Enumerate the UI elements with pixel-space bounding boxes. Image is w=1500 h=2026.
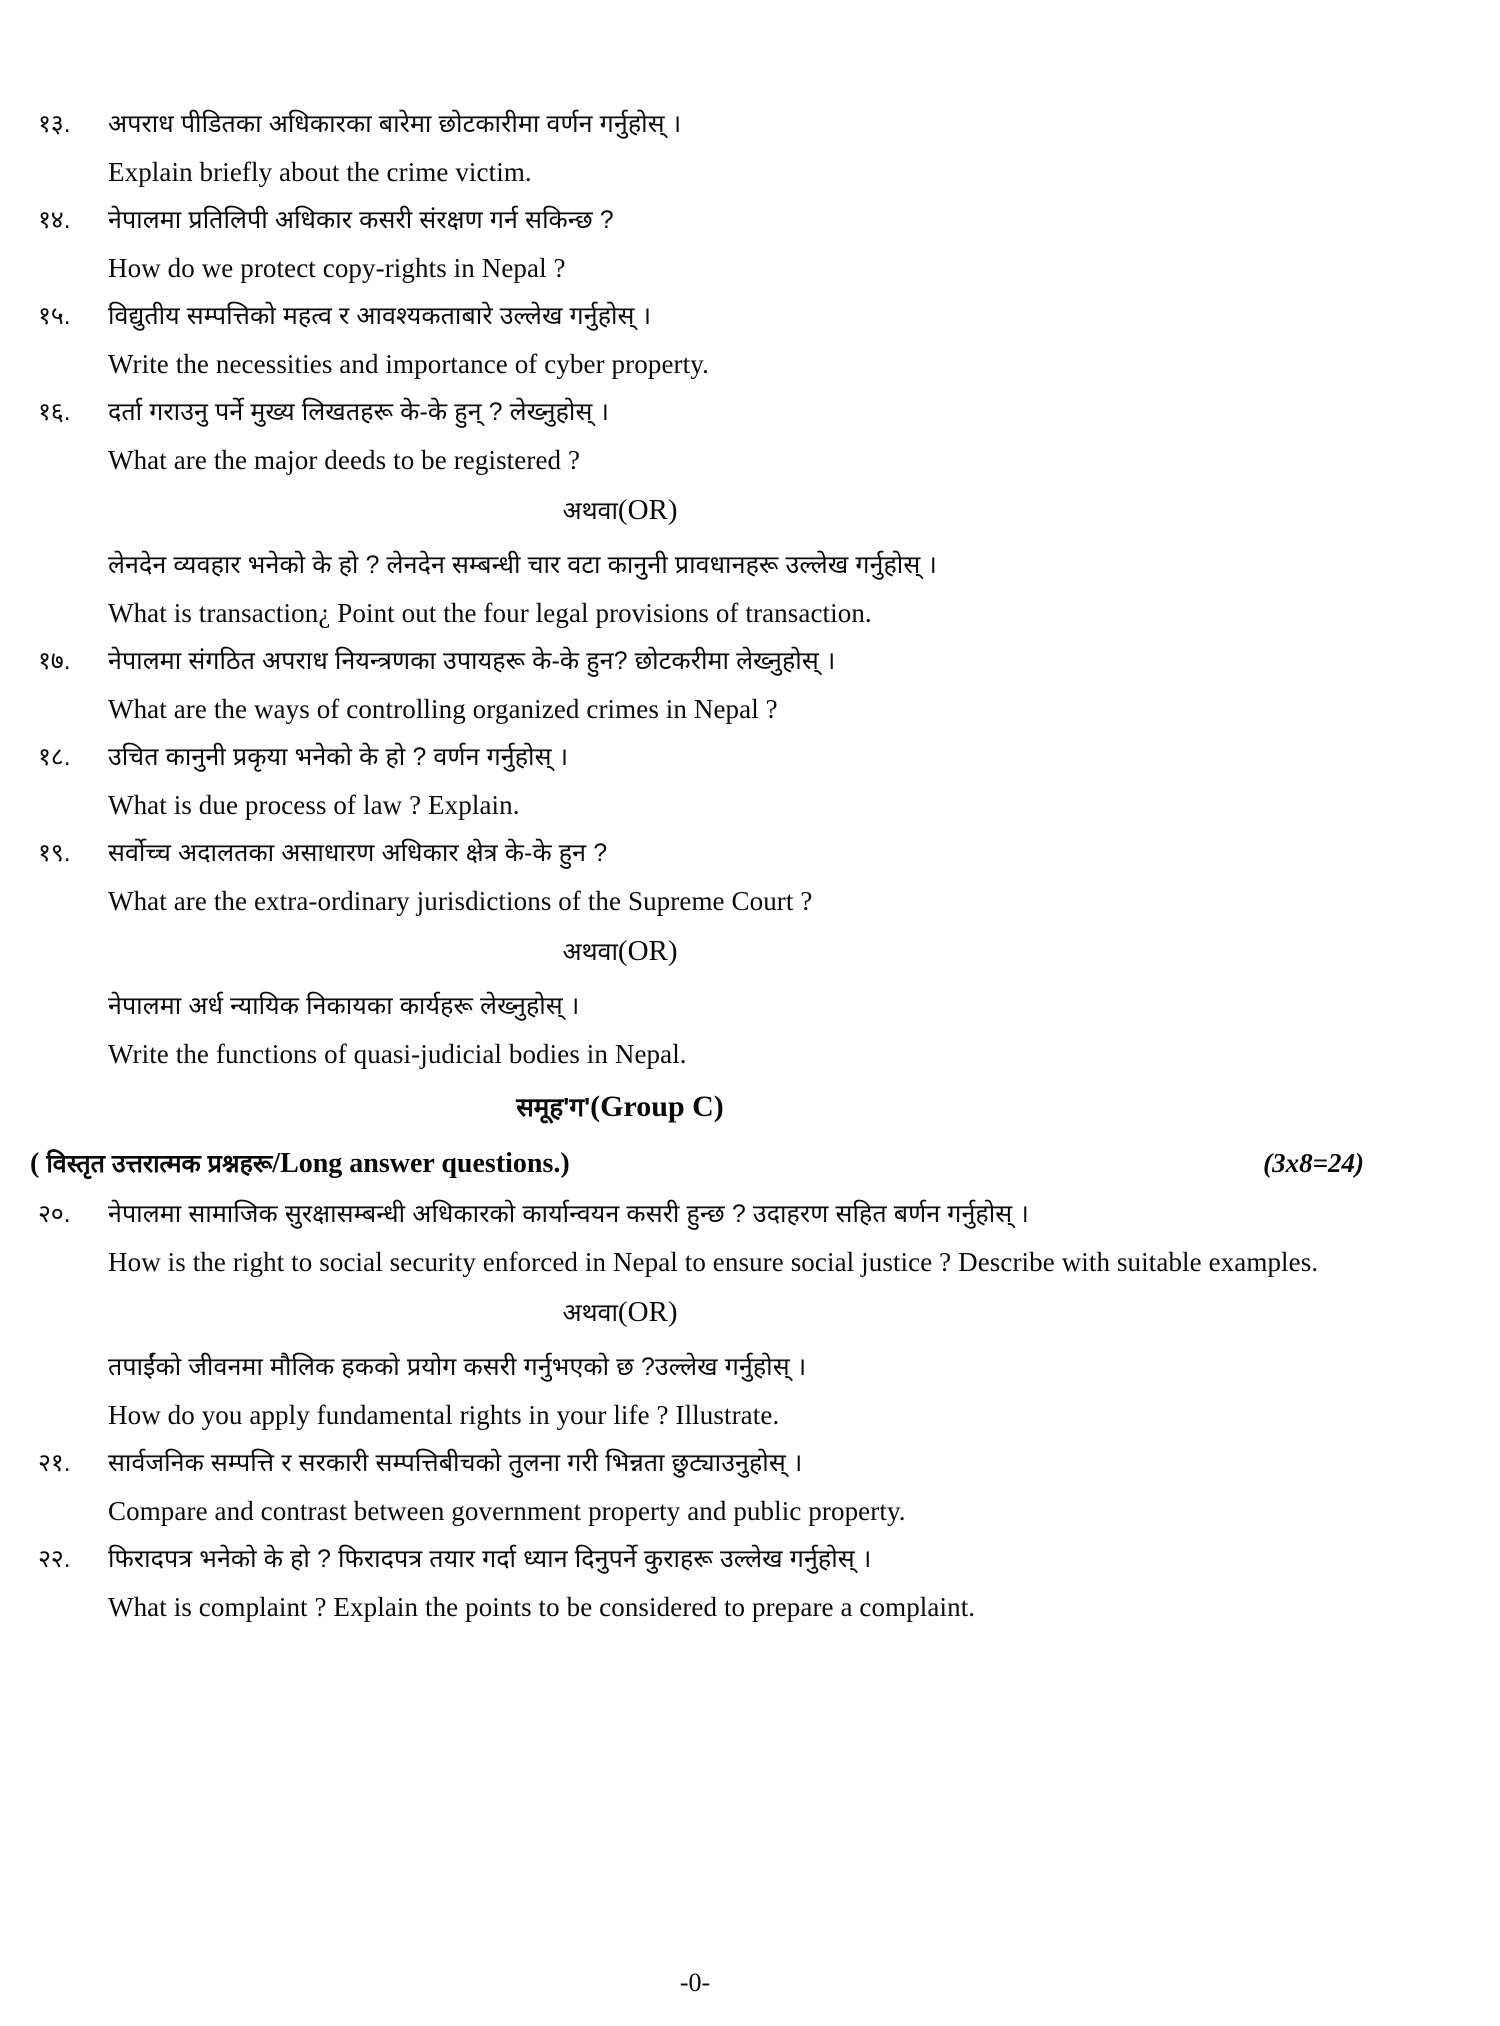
question-text-english: How do we protect copy-rights in Nepal ? [108, 253, 566, 283]
question-number: २२. [38, 1545, 71, 1573]
alternative-text-nepali: नेपालमा अर्ध न्यायिक निकायका कार्यहरू लेख्नुहोस् । [108, 992, 580, 1020]
question-text-nepali: अपराध पीडितका अधिकारका बारेमा छोटकारीमा वर्णन गर्नुहोस् । [108, 110, 682, 138]
question-text-english: What are the ways of controlling organized crimes in Nepal ? [108, 694, 778, 724]
or-label-english: (OR) [617, 935, 678, 967]
or-label-nepali: अथवा [562, 938, 618, 966]
alternative-question-after-20 [30, 1343, 1380, 1439]
question-text-english: What are the major deeds to be registered ? [108, 445, 581, 475]
group-c-subheading [30, 1138, 570, 1190]
question-number: १९. [38, 839, 71, 867]
question-text-english: How is the right to social security enforced in Nepal to ensure social justice ? Describe with suitable examples. [108, 1247, 1319, 1277]
group-c-marks: (3x8=24) [1263, 1148, 1364, 1178]
question-body [108, 1535, 1380, 1631]
question-item [30, 829, 1380, 925]
question-item [30, 292, 1380, 388]
alternative-text-english: How do you apply fundamental rights in your life ? Illustrate. [108, 1400, 780, 1430]
or-label-nepali: अथवा [562, 497, 618, 525]
question-body [108, 829, 1380, 925]
question-number: १४. [38, 206, 71, 234]
question-text-nepali: दर्ता गराउनु पर्ने मुख्य लिखतहरू के-के हुन् ? लेख्नुहोस् । [108, 398, 610, 426]
or-separator [30, 1286, 1380, 1343]
subheading-english: Long answer questions [280, 1148, 554, 1179]
question-item [30, 388, 1380, 484]
question-item [30, 1190, 1380, 1286]
question-text-english: Write the necessities and importance of cyber property. [108, 349, 709, 379]
question-text-english: What are the extra-ordinary jurisdictions of the Supreme Court ? [108, 886, 813, 916]
alternative-text-english: What is transaction¿ Point out the four legal provisions of transaction. [108, 598, 872, 628]
or-label-english: (OR) [617, 494, 678, 526]
group-c-heading [30, 1082, 1380, 1137]
group-c-heading-english: (Group C) [590, 1090, 724, 1123]
question-text-english: What is due process of law ? Explain. [108, 790, 520, 820]
page-footer: -0- [679, 1968, 711, 1997]
question-item [30, 196, 1380, 292]
group-c-heading-nepali: समूह'ग' [516, 1092, 591, 1122]
or-separator [30, 925, 1380, 982]
question-body [108, 196, 1380, 292]
question-body [108, 733, 1380, 829]
question-text-english: Explain briefly about the crime victim. [108, 157, 532, 187]
question-item [30, 733, 1380, 829]
question-text-nepali: सार्वजनिक सम्पत्ति र सरकारी सम्पत्तिबीचको तुलना गरी भिन्नता छुट्याउनुहोस् । [108, 1449, 803, 1477]
or-label-nepali: अथवा [562, 1299, 618, 1327]
question-body [108, 388, 1380, 484]
or-label-english: (OR) [617, 1296, 678, 1328]
question-text-nepali: नेपालमा संगठित अपराध नियन्त्रणका उपायहरू के-के हुन? छोटकरीमा लेख्नुहोस् । [108, 647, 836, 675]
question-number: २१. [38, 1449, 71, 1477]
question-list [30, 100, 1380, 1631]
subheading-open-paren: ( [30, 1148, 47, 1179]
question-text-english: Compare and contrast between government property and public property. [108, 1496, 906, 1526]
question-body [108, 1439, 1380, 1535]
question-text-nepali: फिरादपत्र भनेको के हो ? फिरादपत्र तयार गर्दा ध्यान दिनुपर्ने कुराहरू उल्लेख गर्नुहोस् । [108, 1545, 872, 1573]
question-body [108, 1190, 1380, 1286]
question-body [108, 292, 1380, 388]
question-text-nepali: नेपालमा सामाजिक सुरक्षासम्बन्धी अधिकारको कार्यान्वयन कसरी हुन्छ ? उदाहरण सहित बर्णन गर्नुहोस् । [108, 1200, 1029, 1228]
question-number: १७. [38, 647, 71, 675]
subheading-close-paren: .) [553, 1148, 570, 1179]
question-number: १५. [38, 302, 71, 330]
question-text-nepali: नेपालमा प्रतिलिपी अधिकार कसरी संरक्षण गर्न सकिन्छ ? [108, 206, 614, 234]
subheading-separator: / [272, 1148, 281, 1179]
alternative-text-nepali: लेनदेन व्यवहार भनेको के हो ? लेनदेन सम्बन्धी चार वटा कानुनी प्रावधानहरू उल्लेख गर्नुहोस् । [108, 551, 937, 579]
question-text-nepali: सर्वोच्च अदालतका असाधारण अधिकार क्षेत्र के-के हुन ? [108, 839, 608, 867]
question-body [108, 100, 1380, 196]
question-text-nepali: उचित कानुनी प्रकृया भनेको के हो ? वर्णन गर्नुहोस् । [108, 743, 569, 771]
alternative-question-after-19 [30, 982, 1380, 1078]
group-c-subheading-row [30, 1137, 1380, 1190]
question-text-nepali: विद्युतीय सम्पत्तिको महत्व र आवश्यकताबारे उल्लेख गर्नुहोस् । [108, 302, 652, 330]
question-number: १८. [38, 743, 71, 771]
alternative-text-english: Write the functions of quasi-judicial bodies in Nepal. [108, 1039, 687, 1069]
question-number: १३. [38, 110, 71, 138]
question-item [30, 100, 1380, 196]
alternative-text-nepali: तपाईंको जीवनमा मौलिक हकको प्रयोग कसरी गर्नुभएको छ ?उल्लेख गर्नुहोस् । [108, 1353, 807, 1381]
or-separator [30, 484, 1380, 541]
question-body [108, 637, 1380, 733]
question-text-english: What is complaint ? Explain the points to be considered to prepare a complaint. [108, 1592, 976, 1622]
alternative-question-after-16 [30, 541, 1380, 637]
question-item [30, 1535, 1380, 1631]
question-number: १६. [38, 398, 71, 426]
question-number: २०. [38, 1200, 71, 1228]
question-item [30, 637, 1380, 733]
question-item [30, 1439, 1380, 1535]
subheading-nepali: विस्तृत उत्तरात्मक प्रश्नहरू [46, 1150, 273, 1178]
